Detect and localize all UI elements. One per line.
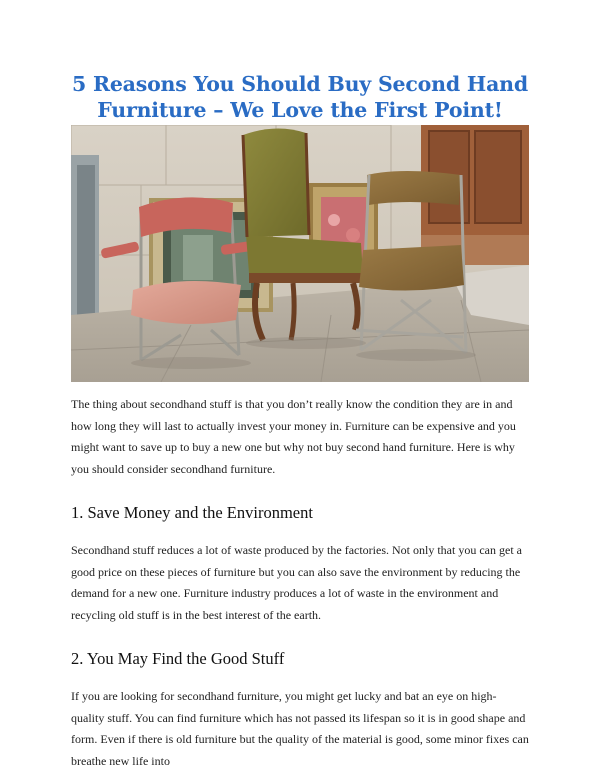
section-2-paragraph: If you are looking for secondhand furniture, you might get lucky and bat an eye on high-quality stuff. You can find furniture which has not passed its lifespan so it is in good shape and form. Even if there is old furniture but the quality of the material is good, some minor fixes can breathe new life into [71, 689, 529, 768]
article-title-line-1: 5 Reasons You Should Buy Second Hand [71, 72, 529, 96]
section-1-heading: 1. Save Money and the Environment [71, 503, 313, 522]
intro-paragraph: The thing about secondhand stuff is that you don’t really know the condition they are in and how long they will last to actually invest your money in. Furniture can be expensive and you might want to save up to buy a new one but why not buy second hand furniture. Here is why you should consider secondhand furniture. [71, 397, 516, 476]
section-2-heading: 2. You May Find the Good Stuff [71, 649, 285, 668]
article-title [71, 0, 529, 123]
article-title-line-2: Furniture – We Love the First Point! [97, 98, 503, 122]
hero-image-second-hand-chairs [71, 125, 529, 382]
section-1-paragraph: Secondhand stuff reduces a lot of waste produced by the factories. Not only that you can get a good price on these pieces of furniture but you can also save the environment by reducing the demand for a new one. Furniture industry produces a lot of waste in the environment and recycling old stuff is in the best interest of the earth. [71, 543, 522, 622]
document-page [71, 0, 529, 772]
